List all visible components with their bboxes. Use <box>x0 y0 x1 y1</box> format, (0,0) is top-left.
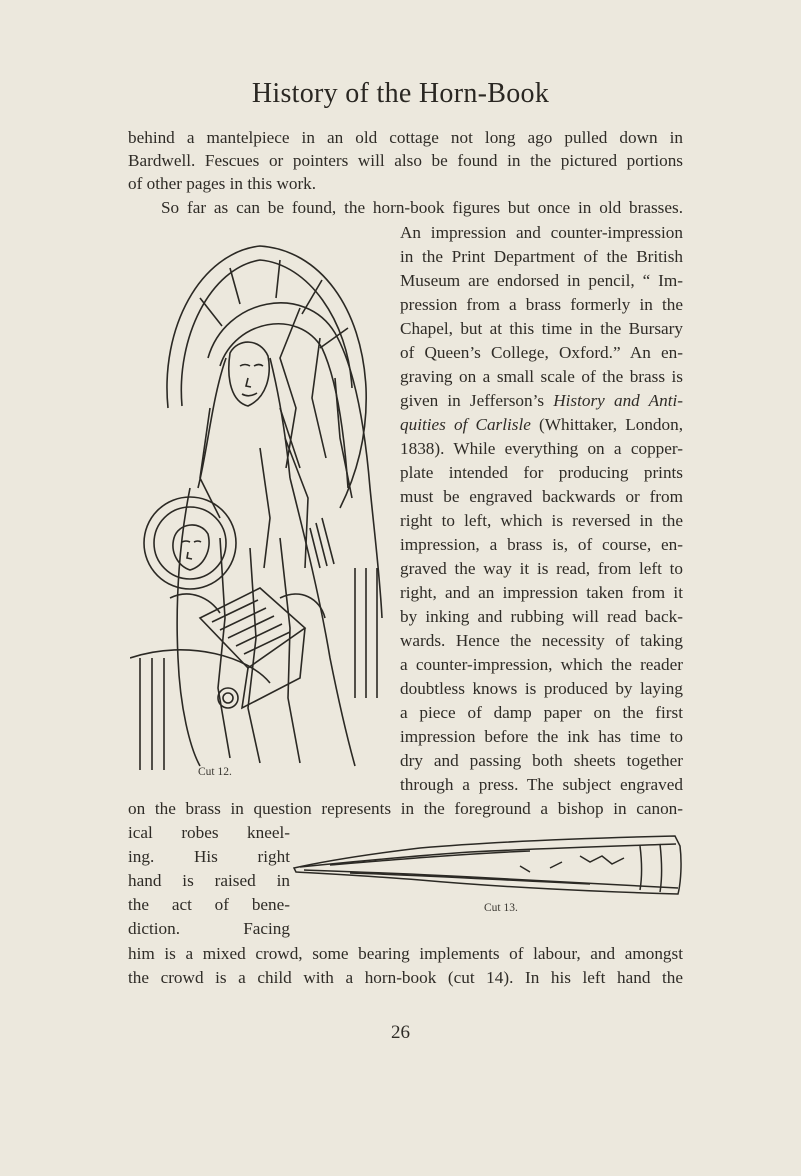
text-line: a counter-impression, which the reader <box>400 655 683 674</box>
text-line <box>400 389 683 412</box>
text-line: Museum are endorsed in pencil, “ Im- <box>400 271 683 290</box>
book-title-italic: quities of Carlisle <box>400 415 531 434</box>
text-line: right to left, which is reversed in the <box>400 511 683 530</box>
text-line: Chapel, but at this time in the Bursary <box>400 319 683 338</box>
text-line: in the Print Department of the British <box>400 247 683 266</box>
text-line: behind a mantelpiece in an old cottage not long ago pulled down in <box>128 128 683 147</box>
text-line: through a press. The subject engraved <box>400 775 683 794</box>
text-line: impression before the ink has time to <box>400 727 683 746</box>
text-line: dry and passing both sheets together <box>400 751 683 770</box>
text-line: right, and an impression taken from it <box>400 583 683 602</box>
text-line: the crowd is a child with a horn-book (cut 14). In his left hand the <box>128 968 683 987</box>
text-line: So far as can be found, the horn-book figures but once in old brasses. <box>161 198 683 217</box>
text-line: him is a mixed crowd, some bearing implements of labour, and amongst <box>128 944 683 963</box>
text-line: doubtless knows is produced by laying <box>400 679 683 698</box>
page-number: 26 <box>391 1022 410 1043</box>
text-line: impression, a brass is, of course, en- <box>400 535 683 554</box>
text-line: ing. His right <box>128 847 290 866</box>
text-line: the act of bene- <box>128 895 290 914</box>
cut-12-caption: Cut 12. <box>198 766 232 778</box>
text-line: of other pages in this work. <box>128 174 317 193</box>
cut-12-illustration <box>130 238 392 770</box>
text-line: hand is raised in <box>128 871 290 890</box>
text-line: wards. Hence the necessity of taking <box>400 631 683 650</box>
text-line: pression from a brass formerly in the <box>400 295 683 314</box>
text-line <box>400 413 683 436</box>
text-line: must be engraved backwards or from <box>400 487 683 506</box>
text-line: 1838). While everything on a copper- <box>400 439 683 458</box>
text-line: a piece of damp paper on the first <box>400 703 683 722</box>
text-line: Bardwell. Fescues or pointers will also be found in the pictured portions <box>128 151 683 170</box>
running-head: History of the Horn-Book <box>251 78 550 109</box>
text-line: of Queen’s College, Oxford.” An en- <box>400 343 683 362</box>
cut-13-illustration <box>290 832 684 902</box>
text-line: ical robes kneel- <box>128 823 290 842</box>
text-line: graving on a small scale of the brass is <box>400 367 683 386</box>
text-line: diction. Facing <box>128 919 290 938</box>
cut-13-caption: Cut 13. <box>484 902 518 914</box>
text-fragment: (Whittaker, London, <box>530 415 683 434</box>
text-line: An impression and counter-impression <box>400 223 683 242</box>
text-line: plate intended for producing prints <box>400 463 683 482</box>
text-line: graved the way it is read, from left to <box>400 559 683 578</box>
text-line: on the brass in question represents in the foreground a bishop in canon- <box>128 799 683 818</box>
text-line: by inking and rubbing will read back- <box>400 607 683 626</box>
text-fragment: given in Jefferson’s <box>400 391 554 410</box>
book-title-italic: History and Anti- <box>553 391 683 410</box>
